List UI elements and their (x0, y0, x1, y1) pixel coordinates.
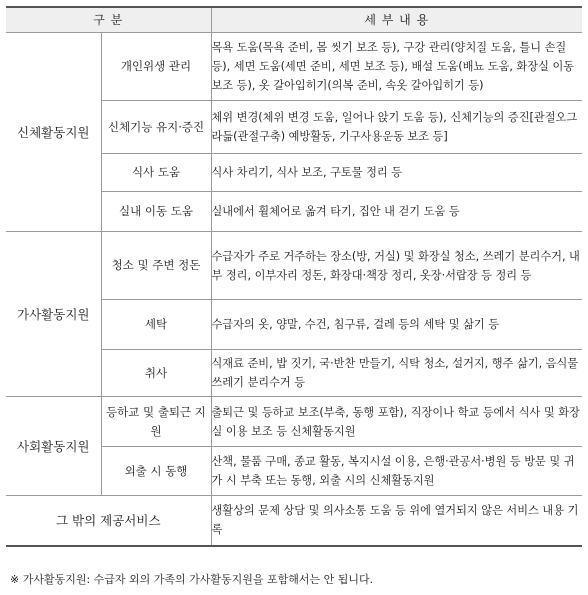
item-cell: 등하교 및 출퇴근 지원 (101, 397, 211, 447)
category-cell: 가사활동지원 (6, 232, 101, 397)
item-cell: 외출 시 동행 (101, 447, 211, 496)
header-row (6, 7, 582, 33)
table-row (6, 232, 582, 300)
detail-cell: 출퇴근 및 등하교 보조(부축, 동행 포함), 직장이나 학교 등에서 식사 및 화장실 이용 보조 등 신체활동지원 (211, 397, 582, 447)
item-cell: 신체기능 유지·증진 (101, 101, 211, 154)
category-cell: 그 밖의 제공서비스 (6, 496, 211, 546)
detail-cell: 수급자의 옷, 양말, 수건, 침구류, 걸레 등의 세탁 및 삶기 등 (211, 300, 582, 350)
item-cell: 청소 및 주변 정돈 (101, 232, 211, 300)
detail-cell: 식사 차리기, 식사 보조, 구토물 정리 등 (211, 154, 582, 192)
item-cell: 실내 이동 도움 (101, 192, 211, 232)
table-row (6, 397, 582, 447)
item-cell: 세탁 (101, 300, 211, 350)
table-row (6, 33, 582, 101)
table-row (6, 496, 582, 546)
item-cell: 취사 (101, 350, 211, 397)
detail-cell: 체위 변경(체위 변경 도움, 일어나 앉기 도움 등), 신체기능의 증진[관절오그라듦(관절구축) 예방활동, 기구사용운동 보조 등] (211, 101, 582, 154)
footnote: ※ 가사활동지원: 수급자 외의 가족의 가사활동지원을 포함해서는 안 됩니다. (10, 573, 374, 586)
detail-cell: 식재료 준비, 밥 짓기, 국·반찬 만들기, 식탁 청소, 설거지, 행주 삶기, 음식물 쓰레기 분리수거 등 (211, 350, 582, 397)
detail-cell: 목욕 도움(목욕 준비, 몸 씻기 보조 등), 구강 관리(양치질 도움, 틀니 손질 등), 세면 도움(세면 준비, 세면 보조 등), 배설 도움(배뇨 도움, 화장실 이동 보조 등), 옷 갈아입히기(의복 준비, 속옷 갈아입히기 등) (211, 33, 582, 101)
service-table (6, 6, 582, 547)
item-cell: 식사 도움 (101, 154, 211, 192)
detail-cell: 생활상의 문제 상담 및 의사소통 도움 등 위에 열거되지 않은 서비스 내용 기록 (211, 496, 582, 546)
header-detail: 세 부 내 용 (211, 7, 582, 33)
category-cell: 사회활동지원 (6, 397, 101, 496)
detail-cell: 산책, 물품 구매, 종교 활동, 복지시설 이용, 은행·관공서·병원 등 방문 및 귀가 시 부축 또는 동행, 외출 시의 신체활동지원 (211, 447, 582, 496)
detail-cell: 실내에서 휠체어로 옮겨 타기, 집안 내 걷기 도움 등 (211, 192, 582, 232)
detail-cell: 수급자가 주로 거주하는 장소(방, 거실) 및 화장실 청소, 쓰레기 분리수거, 내부 정리, 이부자리 정돈, 화장대·책장 정리, 옷장·서랍장 등 정리 등 (211, 232, 582, 300)
header-category: 구 분 (6, 7, 211, 33)
item-cell: 개인위생 관리 (101, 33, 211, 101)
category-cell: 신체활동지원 (6, 33, 101, 232)
